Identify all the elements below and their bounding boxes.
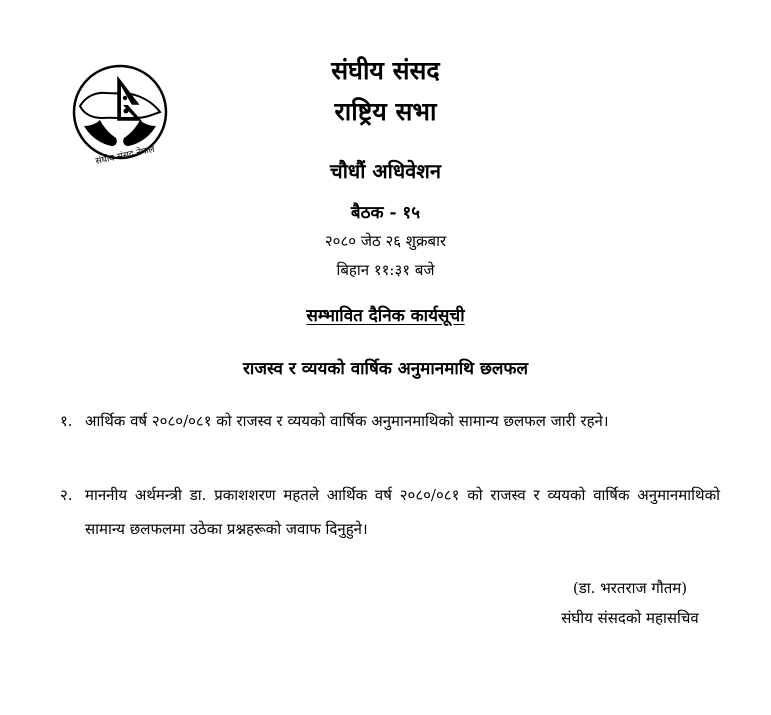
agenda-item-number: २. — [60, 486, 73, 504]
agenda-item — [60, 478, 720, 546]
signatory-designation: संघीय संसदको महासचिव — [561, 609, 699, 627]
agenda-item — [60, 404, 720, 438]
logo-caption: संघीय संसद नेपाल — [94, 144, 156, 168]
parliament-title: संघीय संसद — [331, 56, 440, 85]
agenda-item-text: आर्थिक वर्ष २०८०/०८१ को राजस्व र व्ययको वार्षिक अनुमानमाथिको सामान्य छलफल जारी रहने। — [85, 412, 609, 430]
signatory-name: (डा. भरतराज गौतम) — [572, 579, 688, 597]
meeting-number: बैठक - १५ — [350, 203, 421, 223]
agenda-item-text: माननीय अर्थमन्त्री डा. प्रकाशशरण महतले आर्थिक वर्ष २०८०/०८१ को राजस्व र व्ययको वार्षिक अनुमानमाथिको सामान्य छलफलमा उठेका प्रश्नहरूको जवाफ दिनुहुने। — [85, 486, 720, 538]
agenda-subject: राजस्व र व्ययको वार्षिक अनुमानमाथि छलफल — [242, 359, 529, 379]
agenda-title: सम्भावित दैनिक कार्यसूची — [306, 306, 465, 326]
meeting-time: बिहान ११:३१ बजे — [336, 261, 435, 279]
meeting-date: २०८० जेठ २६ शुक्रबार — [324, 232, 447, 250]
assembly-title: राष्ट्रिय सभा — [334, 97, 437, 126]
agenda-item-number: १. — [60, 412, 73, 430]
session-title: चौधौं अधिवेशन — [330, 159, 441, 183]
